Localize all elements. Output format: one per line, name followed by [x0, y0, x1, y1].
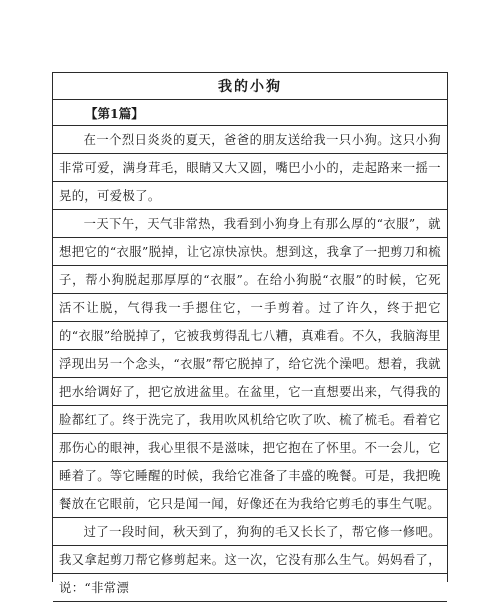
document-title: 我的小狗 — [53, 73, 447, 100]
document-table — [52, 72, 448, 595]
paragraph: 在一个烈日炎炎的夏天，爸爸的朋友送给我一只小狗。这只小狗非常可爱，满身茸毛，眼睛又大又圆，嘴巴小小的，走起路来一摇一晃的，可爱极了。 — [53, 126, 447, 210]
document-body — [53, 126, 447, 595]
paragraph: 一天下午，天气非常热，我看到小狗身上有那么厚的“衣服”，就想把它的“衣服”脱掉，让它凉快凉快。想到这，我拿了一把剪刀和梳子，帮小狗脱起那厚厚的“衣服”。在给小狗脱“衣服”的时候，它死活不让脱，气得我一手摁住它，一手剪着。过了许久，终于把它的“衣服”给脱掉了，它被我剪得乱七八糟，真难看。不久，我脑海里浮现出另一个念头，“衣服”帮它脱掉了，给它洗个澡吧。想着，我就把水给调好了，把它放进盆里。在盆里，它一直想要出来，气得我的脸都红了。终于洗完了，我用吹风机给它吹了吹、梳了梳毛。看着它那伤心的眼神，我心里很不是滋味，把它抱在了怀里。不一会儿，它睡着了。等它睡醒的时候，我给它准备了丰盛的晚餐。可是，我把晚餐放在它眼前，它只是闻一闻，好像还在为我给它剪毛的事生气呢。 — [53, 210, 447, 518]
section-label: 【第1篇】 — [53, 100, 447, 126]
paragraph: 过了一段时间，秋天到了，狗狗的毛又长长了，帮它修一修吧。我又拿起剪刀帮它修剪起来。这一次，它没有那么生气。妈妈看了，说：“非常漂 — [53, 518, 447, 602]
